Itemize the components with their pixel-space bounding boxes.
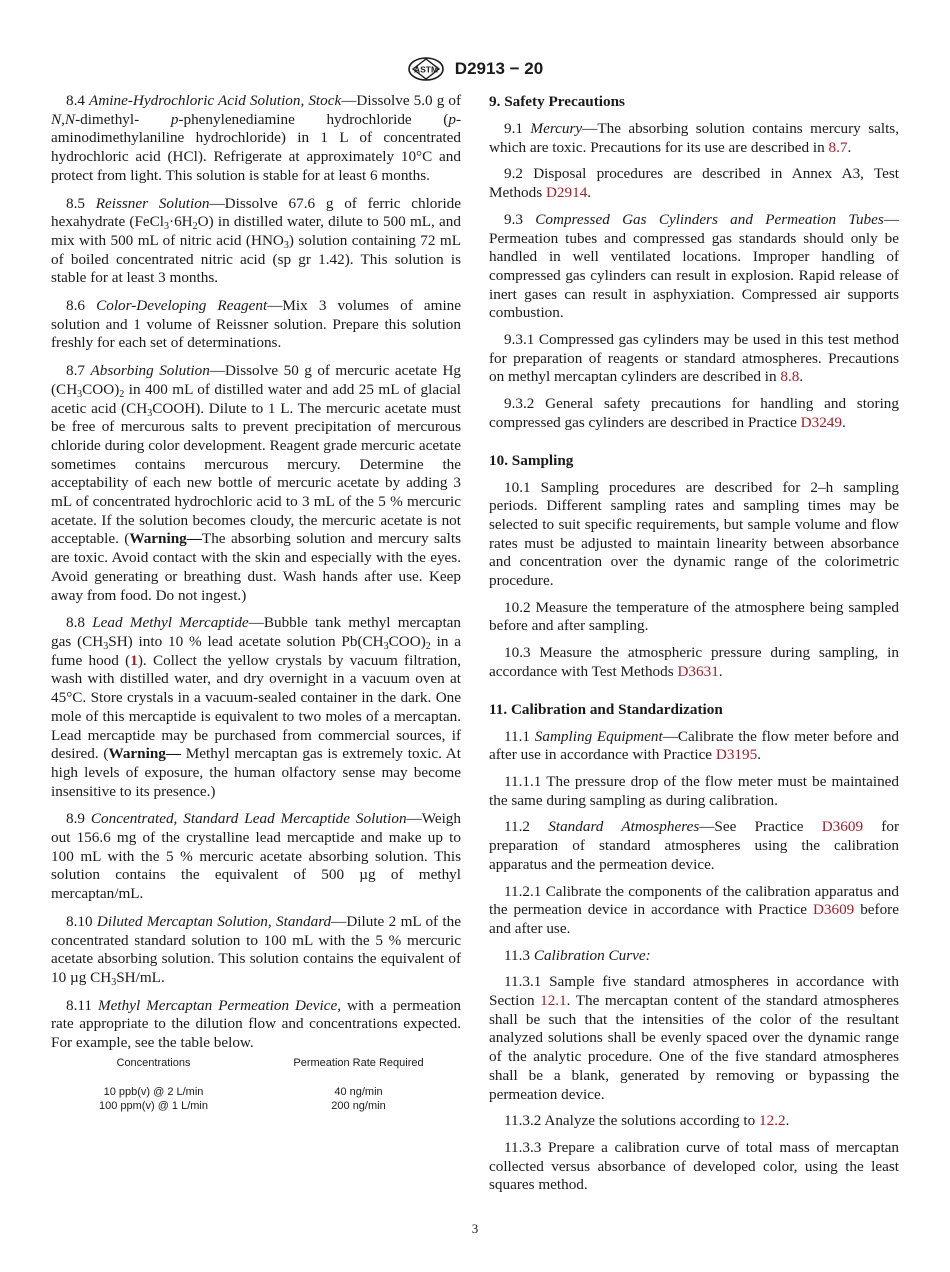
page-number: 3 xyxy=(471,1221,479,1236)
table-row xyxy=(51,1099,461,1113)
section-8-7: 8.7 Absorbing Solution—Dissolve 50 g of mercuric acetate Hg $(CH_3COO)_2$ in 400 mL of distilled water and add 25 mL of glacial acetic acid $(CH_3COOH)$. Dilute to 1 L. The mercuric acetate must be free of mercurous salts to prevent precipitation of mercurous chloride during color development. Reagent grade mercuric acetate sometimes contains mercurous mercury. Determine the acceptability of each new bottle of mercuric acetate by adding 3 mL of concentrated hydrochloric acid to 3 mL of the 5 % mercuric acetate. If the solution becomes cloudy, the mercuric acetate is not acceptable. (Warning—The absorbing solution and mercury salts are toxic. Avoid contact with the skin and especially with the eyes. Avoid generating or breathing dust. Wash hands after use. Keep away from food. Do not ingest.) xyxy=(51,362,462,604)
section-9-2: 9.2 Disposal procedures are described in Annex A3, Test Methods D2914. xyxy=(489,165,899,202)
section-9-3: 9.3 Compressed Gas Cylinders and Permeation Tubes—Permeation tubes and compressed gas standards should only be handled in well ventilated locations. Improper handling of compressed gas cylinders can result in explosion. Rapid release of inert gases can result in asphyxiation. Compressed air supports combustion. xyxy=(489,210,899,322)
section-9-1: 9.1 Mercury—The absorbing solution contains mercury salts, which are toxic. Precautions for its use are described in 8.7. xyxy=(489,120,899,156)
table-cell: 40 ng/min xyxy=(334,1085,383,1098)
astm-logo-icon xyxy=(407,56,445,82)
section-11-1-1: 11.1.1 The pressure drop of the flow meter must be maintained the same during sampling as during calibration. xyxy=(489,772,899,809)
section-8-6: 8.6 Color-Developing Reagent—Mix 3 volumes of amine solution and 1 volume of Reissner solution. Prepare this solution freshly for each set of determinations. xyxy=(51,297,462,352)
section-11-3-3: 11.3.3 Prepare a calibration curve of total mass of mercaptan collected versus absorbance of developed color, using the least squares method. xyxy=(489,1138,899,1194)
section-9-3-1: 9.3.1 Compressed gas cylinders may be used in this test method for preparation of reagents or standard atmospheres. Precautions on methyl mercaptan cylinders are described in 8.8. xyxy=(489,331,899,386)
link-8-7[interactable]: 8.7 xyxy=(828,138,848,156)
section-8-9: 8.9 Concentrated, Standard Lead Mercaptide Solution—Weigh out 156.6 mg of the crystalline lead mercaptide and make up to 100 mL with the 5 % mercuric acetate absorbing solution. This solution contains the equivalent of 500 µg of methyl mercaptan/mL. xyxy=(51,810,461,903)
section-11-2-1: 11.2.1 Calibrate the components of the calibration apparatus and the permeation device in accordance with Practice D3609 before and after use. xyxy=(489,882,899,937)
page-header xyxy=(0,56,950,82)
link-d3249[interactable]: D3249 xyxy=(800,413,842,431)
section-8-10: 8.10 Diluted Mercaptan Solution, Standard—Dilute 2 mL of the concentrated standard solution to 100 mL with the 5 % mercuric acetate absorbing solution. This solution contains the equivalent of 10 µg $CH_3SH/mL$. xyxy=(51,912,461,988)
section-9-3-2: 9.3.2 General safety precautions for handling and storing compressed gas cylinders are described in Practice D3249. xyxy=(489,395,899,431)
section-11-1: 11.1 Sampling Equipment—Calibrate the flow meter before and after use in accordance with Practice D3195. xyxy=(489,727,900,764)
svg-text:ASTM: ASTM xyxy=(413,64,438,75)
section-11-3: 11.3 Calibration Curve: xyxy=(504,946,651,964)
link-8-8[interactable]: 8.8 xyxy=(780,368,800,386)
section-10-3: 10.3 Measure the atmospheric pressure during sampling, in accordance with Test Methods D3631. xyxy=(489,644,899,680)
table-cell: 10 ppb(v) @ 2 L/min xyxy=(103,1085,204,1098)
link-d3631[interactable]: D3631 xyxy=(677,662,719,680)
table-cell: 100 ppm(v) @ 1 L/min xyxy=(99,1099,208,1112)
section-9-heading: 9. Safety Precautions xyxy=(489,93,625,110)
table-cell: 200 ng/min xyxy=(331,1099,386,1112)
table-row xyxy=(51,1085,461,1099)
link-d3609[interactable]: D3609 xyxy=(812,901,855,919)
section-8-11: 8.11 Methyl Mercaptan Permeation Device, with a permeation rate appropriate to the dilution flow and concentrations expected. For example, see the table below. xyxy=(51,996,462,1052)
section-11-heading: 11. Calibration and Standardization xyxy=(489,700,723,718)
document-designation: D2913 − 20 xyxy=(454,59,544,78)
table-header-concentrations: Concentrations xyxy=(116,1056,191,1069)
section-11-3-2: 11.3.2 Analyze the solutions according to 12.2. xyxy=(504,1112,790,1130)
table-header-row xyxy=(51,1057,461,1069)
section-10-1: 10.1 Sampling procedures are described for 2–h sampling periods. Different sampling rates and sampling times may be selected to suit specific requirements, but sample volume and flow rates must be adjusted to maintain linearity between absorbance and concentration over the dynamic range of the colorimetric procedure. xyxy=(489,478,899,590)
right-column xyxy=(489,92,899,1203)
section-10-heading: 10. Sampling xyxy=(489,451,574,469)
section-11-3-1: 11.3.1 Sample five standard atmospheres in accordance with Section 12.1. The mercaptan content of the standard atmospheres shall be such that the intensities of the color of the resultant analyzed solutions shall be evenly spaced over the dynamic range of the analytic procedure. One of the five standard atmospheres shall be a blank, generated by removing or bypassing the permeation device. xyxy=(489,973,899,1103)
link-12-1[interactable]: 12.1 xyxy=(540,992,567,1010)
section-11-2: 11.2 Standard Atmospheres—See Practice D3609 for preparation of standard atmospheres using the calibration apparatus and the permeation device. xyxy=(489,818,899,873)
section-8-4: 8.4 Amine-Hydrochloric Acid Solution, Stock—Dissolve 5.0 g of N,N-dimethyl- p-phenylenediamine hydrochloride (p-aminodimethylaniline hydrochloride) in 1 L of concentrated hydrochloric acid (HCl). Refrigerate at approximately 10°C and protect from light. This solution is stable for at least 6 months. xyxy=(51,92,462,184)
section-8-8: 8.8 Lead Methyl Mercaptide—Bubble tank methyl mercaptan gas $(CH_3SH)$ into 10 % lead acetate solution $Pb(CH_3COO)_2$ in a fume hood (1). Collect the yellow crystals by vacuum filtration, wash with distilled water, and dry overnight in a vacuum oven at 45°C. Store crystals in a vacuum-sealed container in the dark. One mole of this mercaptide is equivalent to two moles of a mercaptan. Lead mercaptide may be purchased from commercial sources, if desired. (Warning— Methyl mercaptan gas is extremely toxic. At high levels of exposure, the human olfactory sense may become insensitive to its presence.) xyxy=(51,614,461,800)
table-header-permeation-rate: Permeation Rate Required xyxy=(293,1056,424,1069)
section-8-5: 8.5 Reissner Solution—Dissolve 67.6 g of ferric chloride hexahydrate $(FeCl_3\cdot 6H_2O)$ in distilled water, dilute to 500 mL, and mix with 500 mL of nitric acid $(HNO_3)$ solution containing 72 mL of boiled concentrated nitric acid (sp gr 1.42). This solution is stable for at least 3 months. xyxy=(51,194,461,287)
link-d3609[interactable]: D3609 xyxy=(821,818,864,836)
link-d2914[interactable]: D2914 xyxy=(545,184,588,202)
section-10-2: 10.2 Measure the temperature of the atmosphere being sampled before and after sampling. xyxy=(489,598,899,635)
link-12-2[interactable]: 12.2 xyxy=(759,1112,786,1130)
left-column xyxy=(51,92,461,1113)
link-d3195[interactable]: D3195 xyxy=(715,746,758,764)
reference-link-1[interactable]: 1 xyxy=(130,651,138,669)
permeation-rate-table xyxy=(51,1057,461,1113)
